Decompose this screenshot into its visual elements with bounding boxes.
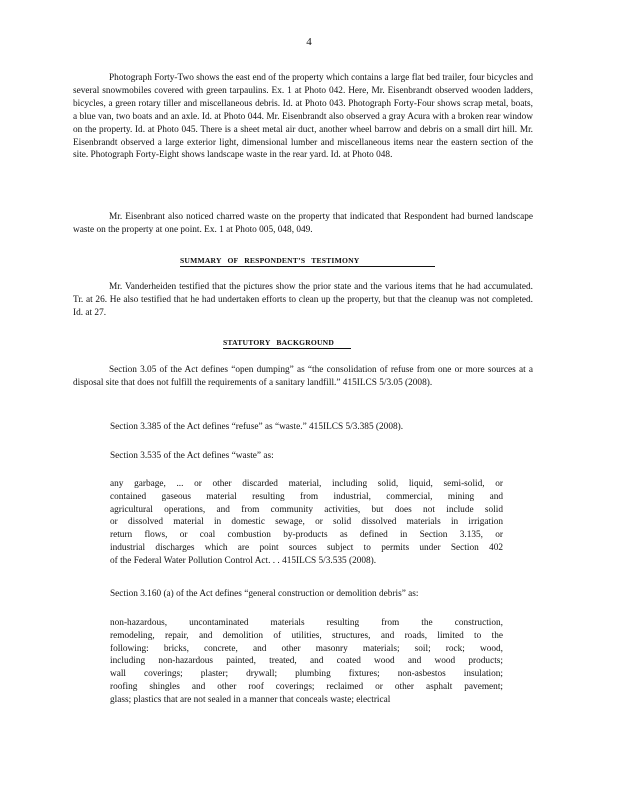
quote-line: glass; plastics that are not sealed in a manner that conceals waste; electrical	[110, 694, 391, 705]
quote-line: roofing shingles and other roof coverings; reclaimed or other asphalt pavement;	[110, 681, 503, 692]
sec-305-paragraph-text: Section 3.05 of the Act defines “open dumping” as “the consolidation of refuse from one or more sources at a disposal site that does not fulfill the requirements of a sanitary landfill.” 415ILCS 5/3.05 (2008).	[73, 365, 533, 388]
vanderheiden-paragraph	[73, 281, 533, 320]
quote-line: contained gaseous material resulting from industrial, commercial, mining and	[110, 491, 503, 502]
charred-paragraph	[73, 211, 533, 237]
page-number: 4	[306, 36, 312, 48]
sec-3535-paragraph	[110, 450, 530, 463]
photos-paragraph	[73, 72, 533, 162]
quote-line: remodeling, repair, and demolition of utilities, structures, and roads, limited to the	[110, 630, 503, 641]
debris-definition-quote	[110, 617, 503, 707]
quote-line: non-hazardous, uncontaminated materials resulting from the construction,	[110, 618, 503, 628]
quote-line: agricultural operations, and from community activities, but does not include solid	[110, 504, 503, 515]
quote-line: any garbage, ... or other discarded material, including solid, liquid, semi-solid, or	[110, 479, 503, 489]
charred-paragraph-text: Mr. Eisenbrant also noticed charred waste on the property that indicated that Respondent had burned landscape waste on the property at one point. Ex. 1 at Photo 005, 048, 049.	[73, 212, 533, 235]
quote-line: return flows, or coal combustion by-products as defined in Section 3.135, or	[110, 530, 503, 541]
quote-line: industrial discharges which are point sources subject to permits under Section 402	[110, 542, 503, 553]
sec-3385-paragraph-text: Section 3.385 of the Act defines “refuse” as “waste.” 415ILCS 5/3.385 (2008).	[110, 422, 404, 432]
vanderheiden-paragraph-text: Mr. Vanderheiden testified that the pictures show the prior state and the various items that he had accumulated. Tr. at 26. He also testified that he had undertaken efforts to clean up the property, but that the cleanup was not completed. Id. at 27.	[73, 282, 533, 318]
summary-heading: SUMMARY OF RESPONDENT’S TESTIMONY	[180, 256, 435, 267]
sec-3535-paragraph-text: Section 3.535 of the Act defines “waste” as:	[110, 451, 274, 461]
quote-line: following: bricks, concrete, and other masonry materials; soil; rock; wood,	[110, 643, 503, 654]
quote-line: or dissolved material in domestic sewage, or solid dissolved materials in irrigation	[110, 517, 503, 528]
waste-definition-quote	[110, 478, 503, 568]
sec-3160-paragraph-text: Section 3.160 (a) of the Act defines “general construction or demolition debris” as:	[110, 589, 419, 599]
photos-paragraph-text: Photograph Forty-Two shows the east end of the property which contains a large flat bed trailer, four bicycles and several snowmobiles covered with green tarpaulins. Ex. 1 at Photo 042. Here, Mr. Eisenbrandt observed wooden ladders, bicycles, a green rotary tiller and miscellaneous debris. Id. at Photo 043. Photograph Forty-Four shows scrap metal, boats, a blue van, two boats and an axle. Id. at Photo 044. Mr. Eisenbrandt also observed a gray Acura with a broken rear window on the property. Id. at Photo 045. There is a sheet metal air duct, another wheel barrow and debris on a small dirt hill. Mr. Eisenbrandt observed a large exterior light, dimensional lumber and miscellaneous items near the eastern section of the site. Photograph Forty-Eight shows landscape waste in the rear yard. Id. at Photo 048.	[73, 73, 533, 161]
quote-line: of the Federal Water Pollution Control Act. . . 415ILCS 5/3.535 (2008).	[110, 555, 377, 566]
sec-3160-paragraph	[110, 588, 530, 601]
quote-line: wall coverings; plaster; drywall; plumbing fixtures; non-asbestos insulation;	[110, 669, 503, 680]
sec-305-paragraph	[73, 364, 533, 390]
quote-line: including non-hazardous painted, treated, and coated wood and wood products;	[110, 656, 503, 667]
statutory-heading: STATUTORY BACKGROUND	[223, 338, 351, 349]
sec-3385-paragraph	[110, 421, 530, 434]
